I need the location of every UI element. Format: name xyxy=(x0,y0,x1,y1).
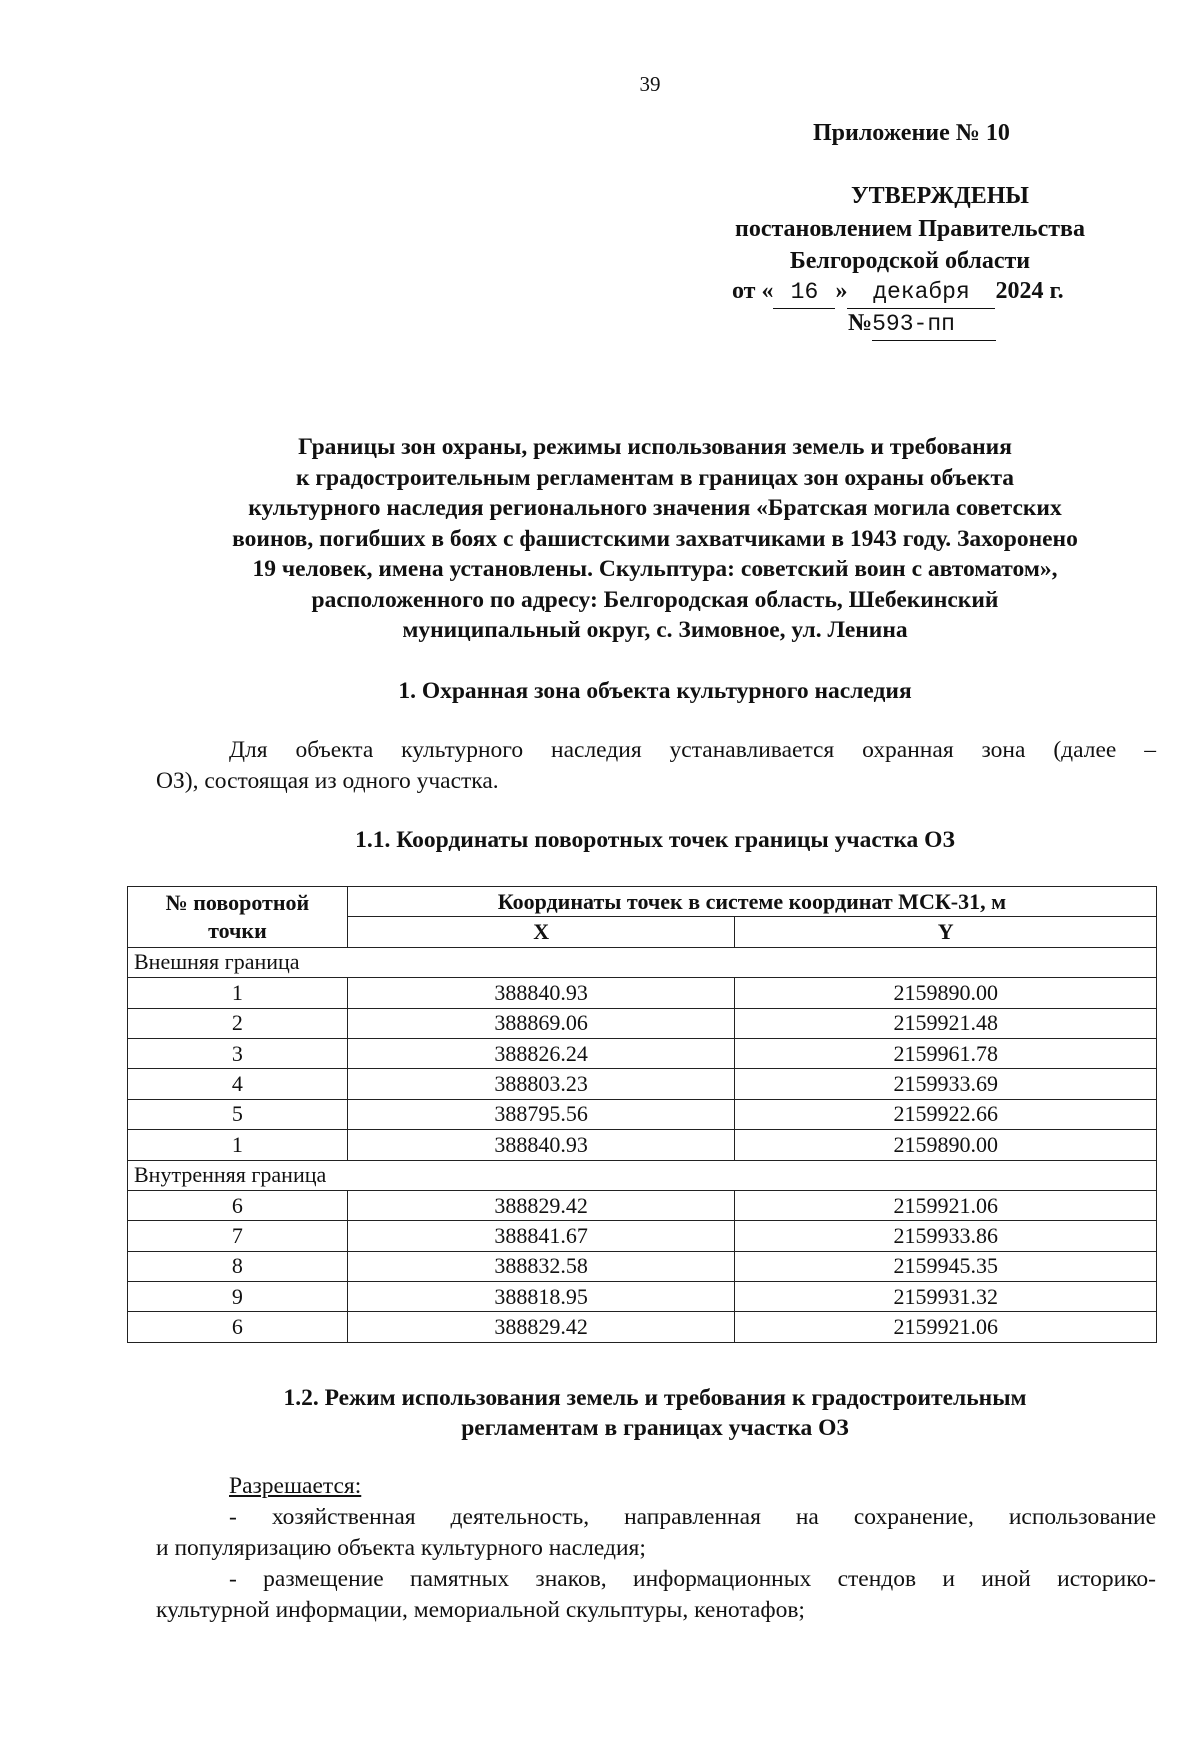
coord-x: 388840.93 xyxy=(347,1130,735,1160)
coord-x: 388841.67 xyxy=(347,1221,735,1251)
allowed-item-line: культурной информации, мемориальной скульптуры, кенотафов; xyxy=(156,1597,805,1623)
approval-line-1: постановлением Правительства xyxy=(734,216,1085,242)
coord-x: 388829.42 xyxy=(347,1312,735,1342)
approval-line-2: Белгородской области xyxy=(789,248,1031,274)
header-x: X xyxy=(347,917,735,947)
approval-number xyxy=(848,307,996,341)
title-line: Границы зон охраны, режимы использования земель и требования xyxy=(298,434,1012,460)
coord-y: 2159933.86 xyxy=(735,1221,1157,1251)
coord-y: 2159961.78 xyxy=(735,1038,1157,1068)
allowed-item-line: - размещение памятных знаков, информационных стендов и иной историко- xyxy=(229,1566,1156,1592)
heading-line: регламентам в границах участка ОЗ xyxy=(461,1415,849,1441)
coord-x: 388818.95 xyxy=(347,1282,735,1312)
inner-boundary-label: Внутренняя граница xyxy=(128,1160,1157,1190)
date-mid: » xyxy=(835,278,848,304)
number-prefix: № xyxy=(848,310,873,336)
table-row xyxy=(128,1069,1157,1099)
header-point-line-1: № поворотной xyxy=(165,889,310,915)
point-number: 6 xyxy=(128,1312,348,1342)
paragraph-line: Для объекта культурного наследия устанавливается охранная зона (далее – xyxy=(229,737,1156,763)
date-prefix: от « xyxy=(732,278,774,304)
point-number: 8 xyxy=(128,1251,348,1281)
coordinates-table xyxy=(127,886,1157,1343)
table-group-row xyxy=(128,947,1157,977)
coord-x: 388803.23 xyxy=(347,1069,735,1099)
title-line: 19 человек, имена установлены. Скульптура: советский воин с автоматом», xyxy=(252,556,1058,582)
document-title xyxy=(150,432,1160,646)
date-year: 2024 г. xyxy=(995,278,1064,304)
coord-x: 388795.56 xyxy=(347,1099,735,1129)
point-number: 1 xyxy=(128,1130,348,1160)
table-row xyxy=(128,1282,1157,1312)
coord-y: 2159933.69 xyxy=(735,1069,1157,1099)
point-number: 7 xyxy=(128,1221,348,1251)
coord-x: 388832.58 xyxy=(347,1251,735,1281)
section-1-heading: 1. Охранная зона объекта культурного наследия xyxy=(398,678,912,704)
paragraph-line: ОЗ), состоящая из одного участка. xyxy=(156,768,499,794)
coord-x: 388829.42 xyxy=(347,1190,735,1220)
appendix-label: Приложение № 10 xyxy=(813,120,1010,146)
table-row xyxy=(128,1251,1157,1281)
table-header-row xyxy=(128,887,1157,917)
heading-line: 1.2. Режим использования земель и требования к градостроительным xyxy=(283,1385,1027,1411)
point-number: 9 xyxy=(128,1282,348,1312)
header-y: Y xyxy=(735,917,1157,947)
coord-x: 388826.24 xyxy=(347,1038,735,1068)
date-month: декабря xyxy=(847,276,995,309)
coord-y: 2159922.66 xyxy=(735,1099,1157,1129)
title-line: муниципальный округ, с. Зимовное, ул. Ленина xyxy=(402,617,908,643)
point-number: 1 xyxy=(128,978,348,1008)
title-line: расположенного по адресу: Белгородская область, Шебекинский xyxy=(311,586,999,613)
section-1-paragraph xyxy=(156,735,1156,797)
point-number: 5 xyxy=(128,1099,348,1129)
coord-y: 2159921.06 xyxy=(735,1312,1157,1342)
page-number: 39 xyxy=(639,72,661,96)
table-row xyxy=(128,978,1157,1008)
document-number: 593-пп xyxy=(872,308,996,341)
table-row xyxy=(128,1312,1157,1342)
approval-title: УТВЕРЖДЕНЫ xyxy=(851,183,1029,209)
coord-x: 388869.06 xyxy=(347,1008,735,1038)
allowed-label: Разрешается: xyxy=(229,1473,362,1499)
coord-y: 2159945.35 xyxy=(735,1251,1157,1281)
table-group-row xyxy=(128,1160,1157,1190)
coord-y: 2159921.48 xyxy=(735,1008,1157,1038)
allowed-item-line: - хозяйственная деятельность, направленная на сохранение, использование xyxy=(229,1504,1156,1530)
title-line: воинов, погибших в боях с фашистскими захватчиками в 1943 году. Захоронено xyxy=(232,525,1078,552)
title-line: культурного наследия регионального значения «Братская могила советских xyxy=(248,495,1062,521)
table-row xyxy=(128,1008,1157,1038)
point-number: 6 xyxy=(128,1190,348,1220)
coord-y: 2159890.00 xyxy=(735,978,1157,1008)
allowed-item-line: и популяризацию объекта культурного наследия; xyxy=(156,1535,646,1561)
header-point-number xyxy=(128,887,348,948)
approval-block xyxy=(700,180,1120,212)
table-row xyxy=(128,1190,1157,1220)
table-row xyxy=(128,1130,1157,1160)
header-point-line-2: точки xyxy=(208,917,267,943)
table-row xyxy=(128,1221,1157,1251)
section-1-1-heading: 1.1. Координаты поворотных точек границы участка ОЗ xyxy=(355,827,955,853)
point-number: 3 xyxy=(128,1038,348,1068)
date-day: 16 xyxy=(773,276,835,309)
section-1-2-heading xyxy=(150,1383,1160,1443)
point-number: 4 xyxy=(128,1069,348,1099)
header-coordinates: Координаты точек в системе координат МСК-31, м xyxy=(347,887,1156,917)
coord-y: 2159921.06 xyxy=(735,1190,1157,1220)
approval-date xyxy=(732,275,1064,309)
point-number: 2 xyxy=(128,1008,348,1038)
section-1-2-body xyxy=(156,1471,1156,1626)
coord-y: 2159931.32 xyxy=(735,1282,1157,1312)
title-line: к градостроительным регламентам в границах зон охраны объекта xyxy=(295,464,1015,491)
coord-x: 388840.93 xyxy=(347,978,735,1008)
outer-boundary-label: Внешняя граница xyxy=(128,947,1157,977)
table-row xyxy=(128,1038,1157,1068)
table-row xyxy=(128,1099,1157,1129)
coord-y: 2159890.00 xyxy=(735,1130,1157,1160)
